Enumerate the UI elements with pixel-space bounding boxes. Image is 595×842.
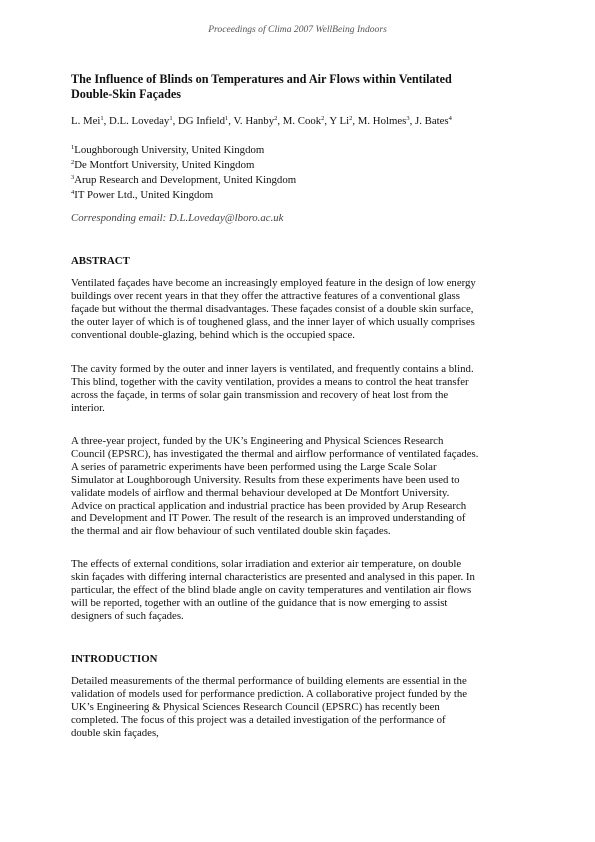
introduction-heading: INTRODUCTION bbox=[71, 653, 158, 665]
author: M. Holmes$^3$, bbox=[357, 115, 416, 127]
affiliation: $^1$Loughborough University, United Kingdom bbox=[71, 144, 265, 156]
abstract-paragraph: A three-year project, funded by the UK’s Engineering and Physical Sciences Research Council (EPSRC), has investigated the thermal and airflow performance of ventilated façades. A series of parametric experiments have been performed using the Large Scale Solar Simulator at Loughborough University. Results from these experiments have been used to validate models of airflow and thermal behaviour developed at De Montfort University. Advice on practical application and industrial practice has been provided by Arup Research and Development and IT Power. The result of the research is an improved understanding of the thermal and air flow behaviour of such ventilated double skin façades. bbox=[71, 435, 479, 538]
abstract-heading: ABSTRACT bbox=[71, 255, 130, 267]
running-header: Proceedings of Clima 2007 WellBeing Indoors bbox=[208, 24, 387, 35]
title-line: The Influence of Blinds on Temperatures and Air Flows within Ventilated bbox=[71, 72, 452, 86]
paper-title bbox=[71, 72, 541, 102]
title-line: Double-Skin Façades bbox=[71, 87, 182, 101]
author: V. Hanby$^2$, bbox=[233, 115, 283, 127]
author: J. Bates$^4$ bbox=[415, 115, 452, 127]
author: L. Mei$^1$, bbox=[71, 115, 110, 127]
affiliation: $^3$Arup Research and Development, United Kingdom bbox=[71, 174, 297, 186]
author: M. Cook$^2$, bbox=[282, 115, 330, 127]
affiliation: $^2$De Montfort University, United Kingdom bbox=[71, 159, 255, 171]
author: Y Li$^2$, bbox=[329, 115, 358, 127]
introduction-paragraph: Detailed measurements of the thermal performance of building elements are essential in the validation of models used for performance prediction. A collaborative project funded by the UK’s Engineering & Physical Sciences Research Council (EPSRC) has recently been completed. The focus of this project was a detailed investigation of the performance of double skin façades, bbox=[71, 675, 468, 739]
abstract-paragraph: Ventilated façades have become an increasingly employed feature in the design of low energy buildings over recent years in that they offer the attractive features of a conventional glass façade but without the thermal disadvantages. These façades consist of a double skin surface, the outer layer of which is of toughened glass, and the inner layer of which usually comprises conventional double-glazing, behind which is the occupied space. bbox=[71, 277, 476, 341]
affiliation-list bbox=[71, 143, 296, 203]
abstract-paragraph: The effects of external conditions, solar irradiation and exterior air temperature, on double skin façades with differing internal characteristics are presented and analysed in this paper. In particular, the effect of the blind blade angle on cavity temperatures and ventilation air flows will be reported, together with an outline of the guidance that is now emerging to assist designers of such façades. bbox=[71, 558, 475, 622]
affiliation: $^4$IT Power Ltd., United Kingdom bbox=[71, 189, 214, 201]
corresponding-email: Corresponding email: D.L.Loveday@lboro.ac.uk bbox=[71, 212, 284, 224]
author: DG Infield$^1$, bbox=[177, 115, 234, 127]
author-list bbox=[71, 115, 452, 127]
abstract-paragraph: The cavity formed by the outer and inner layers is ventilated, and frequently contains a blind. This blind, together with the cavity ventilation, provides a means to control the heat transfer across the façade, in terms of solar gain transmission and recovery of heat lost from the interior. bbox=[71, 363, 474, 414]
author: D.L. Loveday$^1$, bbox=[109, 115, 178, 127]
